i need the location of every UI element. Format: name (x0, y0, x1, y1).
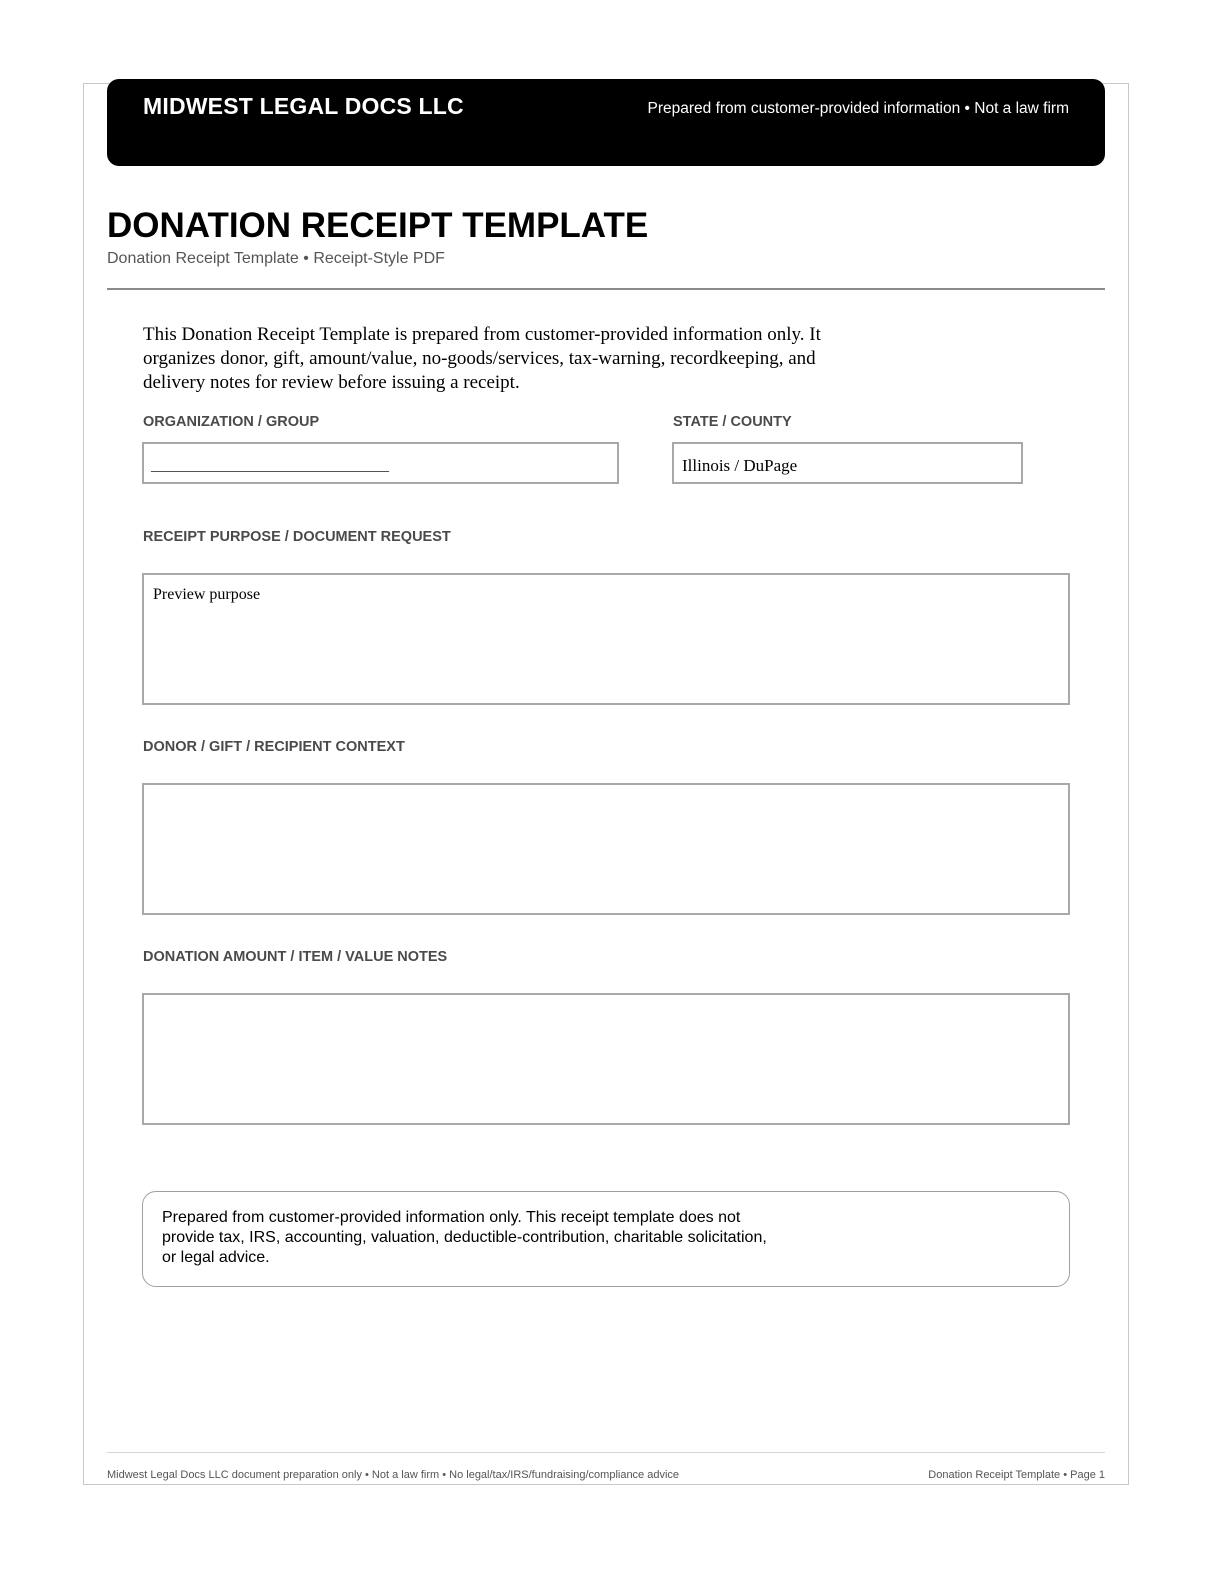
brand-name: MIDWEST LEGAL DOCS LLC (143, 93, 464, 119)
state-county-field[interactable] (672, 442, 1023, 484)
organization-field[interactable] (142, 442, 619, 484)
state-county-value: Illinois / DuPage (682, 456, 798, 475)
donor-context-field[interactable] (142, 783, 1070, 915)
title-divider (107, 288, 1105, 290)
purpose-label: RECEIPT PURPOSE / DOCUMENT REQUEST (143, 529, 451, 545)
footer-page-info: Donation Receipt Template • Page 1 (928, 1469, 1105, 1481)
organization-value: ____________________________ (151, 455, 389, 474)
document-subtitle: Donation Receipt Template • Receipt-Style PDF (107, 250, 445, 267)
footer-left-text: Midwest Legal Docs LLC document preparation only • Not a law firm • No legal/tax/IRS/fundraising/compliance advice (107, 1469, 680, 1481)
organization-label: ORGANIZATION / GROUP (143, 414, 320, 430)
footer-divider (107, 1452, 1105, 1453)
state-county-label: STATE / COUNTY (673, 414, 792, 430)
header-note: Prepared from customer-provided information • Not a law firm (647, 100, 1069, 117)
disclaimer-text: Prepared from customer-provided information only. This receipt template does not provide tax, IRS, accounting, valuation, deductible-contribution, charitable solicitation, or legal advice. (162, 1209, 767, 1266)
donor-context-label: DONOR / GIFT / RECIPIENT CONTEXT (143, 739, 405, 755)
purpose-value: Preview purpose (153, 586, 261, 603)
document-title: DONATION RECEIPT TEMPLATE (107, 206, 649, 245)
purpose-field[interactable] (142, 573, 1070, 705)
amount-notes-field[interactable] (142, 993, 1070, 1125)
intro-paragraph: This Donation Receipt Template is prepared from customer-provided information only. It organizes donor, gift, amount/value, no-goods/services, tax-warning, recordkeeping, and delivery notes for review before issuing a receipt. (143, 324, 821, 393)
amount-notes-label: DONATION AMOUNT / ITEM / VALUE NOTES (143, 949, 448, 965)
